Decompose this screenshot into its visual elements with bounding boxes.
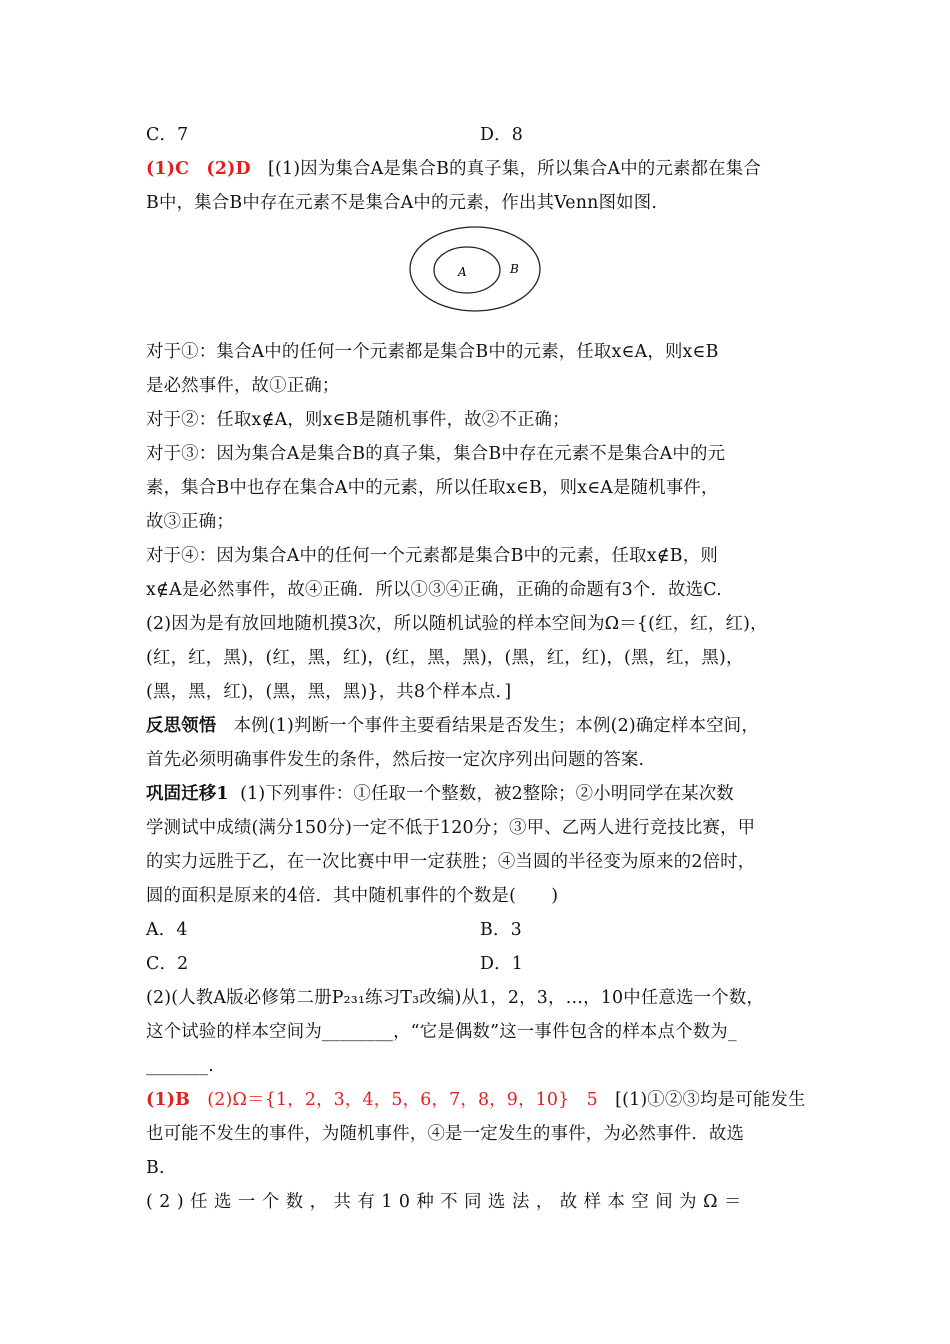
- answer-line-1: [146, 152, 814, 186]
- set-b-ellipse: [410, 227, 540, 311]
- reflection-line-2: 首先必须明确事件发生的条件，然后按一定次序列出问题的答案.: [146, 750, 645, 770]
- answer2-sample-space: (2)Ω＝{1，2，3，4，5，6，7，8，9，10}: [207, 1090, 570, 1110]
- set-a-label: A: [458, 265, 467, 279]
- question2-line-1: (2)(人教A版必修第二册P₂₃₁练习T₃改编)从1，2，3，…，10中任意选一个数，: [146, 988, 765, 1008]
- set-b-label: B: [510, 262, 519, 276]
- option-c: C．7: [146, 125, 189, 145]
- answer2-line-4: (2)任选一个数，共有10种不同选法，故样本空间为Ω＝: [146, 1192, 748, 1212]
- exercise-label: 巩固迁移1: [146, 784, 229, 804]
- analysis-line-7: 对于④：因为集合A中的任何一个元素都是集合B中的元素，任取x∉B，则: [146, 546, 718, 566]
- document-page: [146, 118, 814, 1219]
- reflection-text: 本例(1)判断一个事件主要看结果是否发生；本例(2)确定样本空间，: [233, 716, 759, 736]
- exercise-option-b: B．3: [480, 920, 522, 940]
- answer2-line-1: [146, 1083, 814, 1117]
- exercise-option-a: A．4: [146, 920, 188, 940]
- set-a-ellipse: [434, 247, 500, 293]
- analysis-line-4: 对于③：因为集合A是集合B的真子集，集合B中存在元素不是集合A中的元: [146, 444, 726, 464]
- analysis-line-5: 素，集合B中也存在集合A中的元素，所以任取x∈B，则x∈A是随机事件，: [146, 478, 719, 498]
- answer-label-2: (2)D: [206, 159, 251, 179]
- analysis-line-6: 故③正确；: [146, 512, 234, 532]
- analysis-line-10: (红，红，黑)，(红，黑，红)，(红，黑，黑)，(黑，红，红)，(黑，红，黑)，: [146, 648, 744, 668]
- analysis-line-9: (2)因为是有放回地随机摸3次，所以随机试验的样本空间为Ω＝{(红，红，红)，: [146, 614, 768, 634]
- answer2-text: [(1)①②③均是可能发生: [615, 1090, 806, 1110]
- answer2-line-3: B.: [146, 1158, 165, 1178]
- exercise-line-4: 圆的面积是原来的4倍．其中随机事件的个数是( ): [146, 886, 559, 906]
- option-d: D．8: [480, 125, 523, 145]
- reflection-line-1: [146, 709, 814, 743]
- exercise-option-c: C．2: [146, 954, 189, 974]
- question2-line-3: _______.: [146, 1056, 214, 1076]
- answer-line-2: B中，集合B中存在元素不是集合A中的元素，作出其Venn图如图.: [146, 193, 658, 213]
- venn-diagram: [146, 220, 814, 335]
- answer2-line-2: 也可能不发生的事件，为随机事件，④是一定发生的事件，为必然事件．故选: [146, 1124, 745, 1144]
- reflection-label: 反思领悟: [146, 716, 217, 736]
- exercise-text: (1)下列事件：①任取一个整数，被2整除；②小明同学在某次数: [240, 784, 734, 804]
- analysis-line-8: x∉A是必然事件，故④正确．所以①③④正确，正确的命题有3个．故选C.: [146, 580, 722, 600]
- exercise-line-1: [146, 777, 814, 811]
- exercise-line-3: 的实力远胜于乙，在一次比赛中甲一定获胜；④当圆的半径变为原来的2倍时，: [146, 852, 756, 872]
- analysis-line-1: 对于①：集合A中的任何一个元素都是集合B中的元素，任取x∈A，则x∈B: [146, 342, 719, 362]
- exercise-options-row-2: [146, 947, 814, 981]
- question2-line-2: 这个试验的样本空间为________，“它是偶数”这一事件包含的样本点个数为_: [146, 1022, 737, 1042]
- answer-label-1: (1)C: [146, 159, 190, 179]
- exercise-line-2: 学测试中成绩(满分150分)一定不低于120分；③甲、乙两人进行竞技比赛，甲: [146, 818, 756, 838]
- exercise-options-row-1: [146, 913, 814, 947]
- previous-options-row: [146, 118, 814, 152]
- answer2-count: 5: [586, 1090, 598, 1110]
- venn-diagram-svg: [408, 224, 542, 314]
- exercise-option-d: D．1: [480, 954, 523, 974]
- analysis-line-11: (黑，黑，红)，(黑，黑，黑)}，共8个样本点．]: [146, 682, 512, 702]
- answer-text: [(1)因为集合A是集合B的真子集，所以集合A中的元素都在集合: [268, 159, 761, 179]
- analysis-line-2: 是必然事件，故①正确；: [146, 376, 340, 396]
- analysis-line-3: 对于②：任取x∉A，则x∈B是随机事件，故②不正确；: [146, 410, 570, 430]
- answer2-label-1: (1)B: [146, 1090, 191, 1110]
